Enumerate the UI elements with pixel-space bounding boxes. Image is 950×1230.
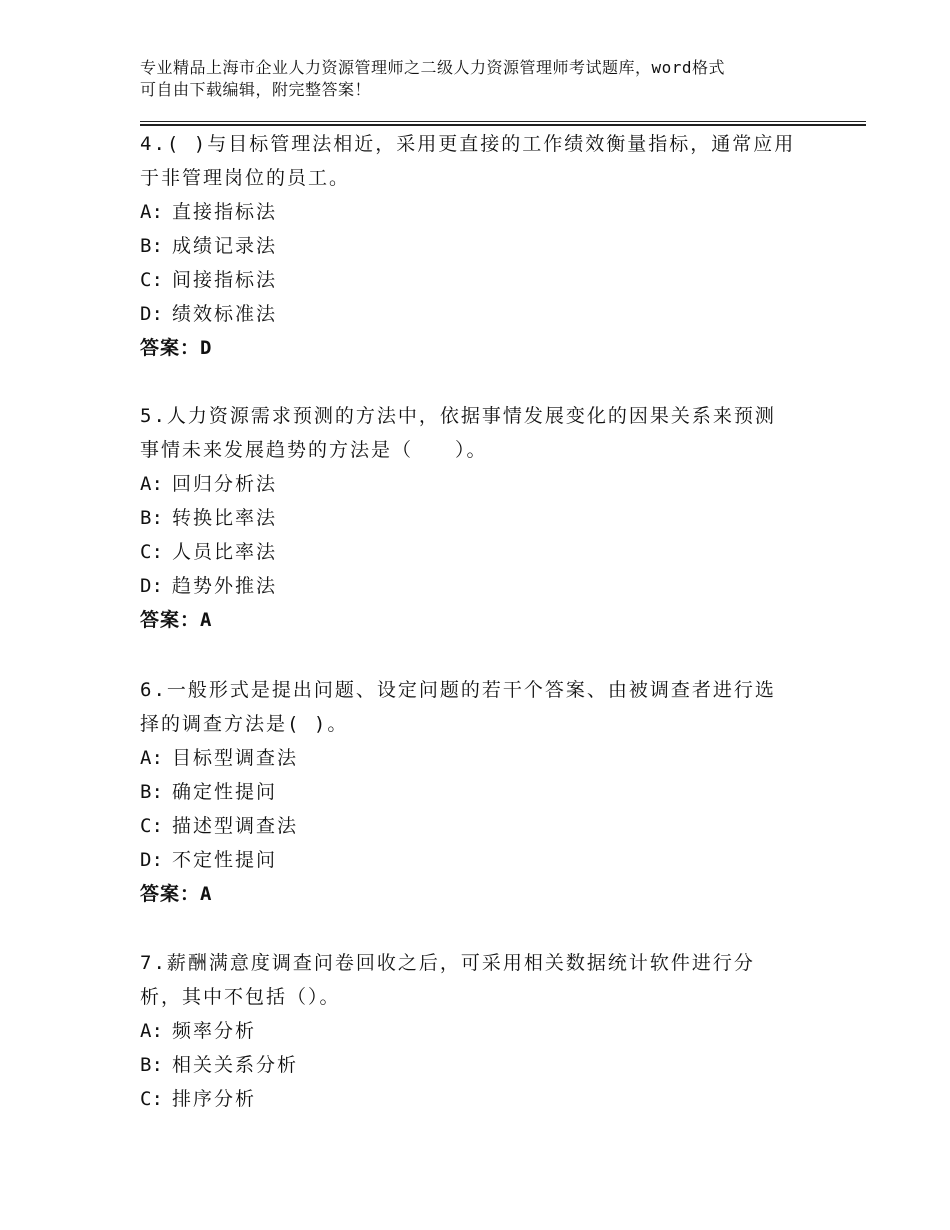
option-text: 直接指标法: [172, 201, 278, 223]
option-a: [140, 467, 820, 501]
option-text: 趋势外推法: [172, 575, 278, 597]
question-6: [140, 673, 820, 911]
option-key: A:: [140, 747, 163, 769]
option-text: 频率分析: [172, 1020, 257, 1042]
question-stem-line: 6.一般形式是提出问题、设定问题的若干个答案、由被调查者进行选: [140, 679, 776, 701]
option-key: C:: [140, 815, 163, 837]
option-text: 绩效标准法: [172, 303, 278, 325]
option-a: [140, 195, 820, 229]
question-stem: [140, 127, 820, 195]
option-a: [140, 1014, 820, 1048]
option-key: D:: [140, 303, 163, 325]
option-key: B:: [140, 1054, 163, 1076]
header-divider-thin: [140, 121, 866, 122]
option-text: 不定性提问: [172, 849, 278, 871]
question-5: [140, 399, 820, 637]
question-stem-line: 析，其中不包括（）。: [140, 986, 341, 1008]
option-c: [140, 809, 820, 843]
question-stem-line: 4.( )与目标管理法相近，采用更直接的工作绩效衡量指标，通常应用: [140, 133, 796, 155]
option-c: [140, 1082, 820, 1116]
question-4: [140, 127, 820, 365]
option-key: B:: [140, 781, 163, 803]
option-b: [140, 229, 820, 263]
question-stem-line: 于非管理岗位的员工。: [140, 167, 351, 189]
option-key: D:: [140, 575, 163, 597]
question-stem-line: 择的调查方法是( )。: [140, 713, 349, 735]
option-key: A:: [140, 1020, 163, 1042]
question-7: [140, 946, 820, 1116]
option-key: A:: [140, 473, 163, 495]
header-line-1: 专业精品上海市企业人力资源管理师之二级人力资源管理师考试题库，word格式: [140, 58, 726, 77]
question-stem-line: 5.人力资源需求预测的方法中，依据事情发展变化的因果关系来预测: [140, 405, 776, 427]
question-stem-line: 7.薪酬满意度调查问卷回收之后，可采用相关数据统计软件进行分: [140, 952, 755, 974]
question-stem-line: 事情未来发展趋势的方法是（ ）。: [140, 439, 488, 461]
option-c: [140, 535, 820, 569]
option-b: [140, 1048, 820, 1082]
option-key: D:: [140, 849, 163, 871]
option-key: C:: [140, 269, 163, 291]
header-divider-thick: [140, 124, 866, 126]
header-line-2: 可自由下载编辑，附完整答案！: [140, 80, 372, 99]
option-key: C:: [140, 1088, 163, 1110]
option-a: [140, 741, 820, 775]
option-text: 目标型调查法: [172, 747, 299, 769]
option-key: C:: [140, 541, 163, 563]
option-d: [140, 297, 820, 331]
option-text: 人员比率法: [172, 541, 278, 563]
option-d: [140, 843, 820, 877]
question-stem: [140, 399, 820, 467]
option-text: 回归分析法: [172, 473, 278, 495]
option-key: B:: [140, 235, 163, 257]
option-text: 确定性提问: [172, 781, 278, 803]
option-key: A:: [140, 201, 163, 223]
question-stem: [140, 673, 820, 741]
answer-line: 答案：D: [140, 337, 213, 359]
document-header: [140, 57, 820, 101]
option-text: 相关关系分析: [172, 1054, 299, 1076]
option-c: [140, 263, 820, 297]
option-text: 描述型调查法: [172, 815, 299, 837]
question-stem: [140, 946, 820, 1014]
option-d: [140, 569, 820, 603]
answer-line: 答案：A: [140, 883, 213, 905]
option-b: [140, 501, 820, 535]
option-b: [140, 775, 820, 809]
option-text: 转换比率法: [172, 507, 278, 529]
option-text: 成绩记录法: [172, 235, 278, 257]
option-text: 排序分析: [172, 1088, 257, 1110]
answer-line: 答案：A: [140, 609, 213, 631]
option-key: B:: [140, 507, 163, 529]
option-text: 间接指标法: [172, 269, 278, 291]
